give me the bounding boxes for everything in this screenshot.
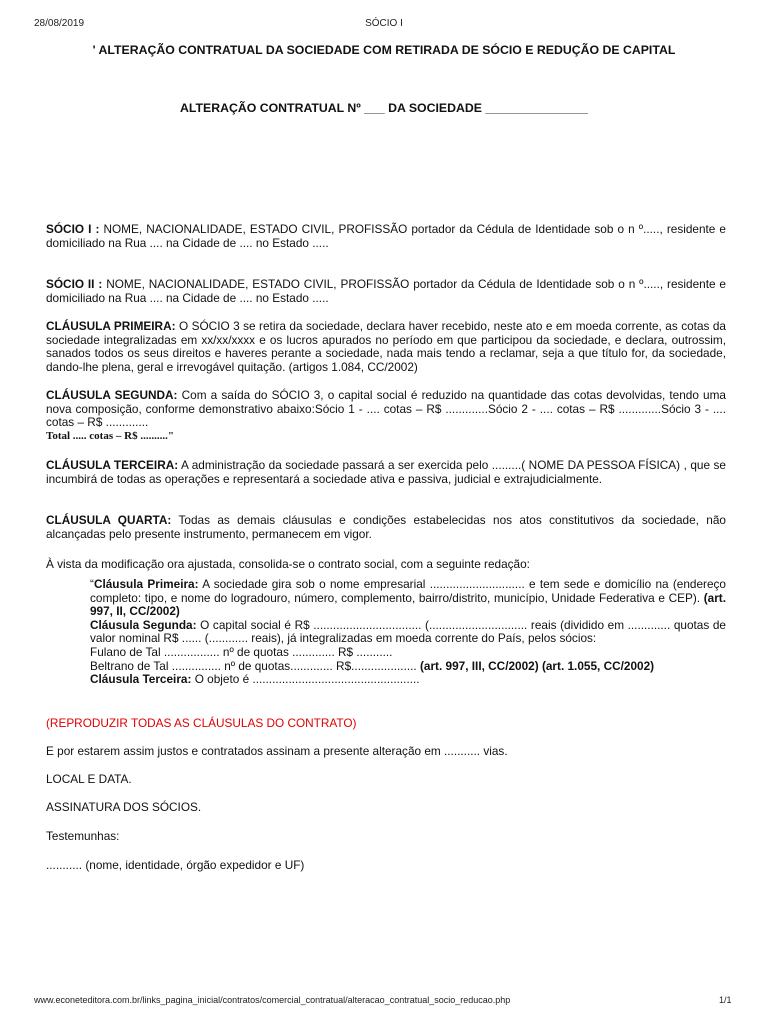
clausula-quarta-label: CLÁUSULA QUARTA: xyxy=(46,513,172,527)
clausula-terceira-label: CLÁUSULA TERCEIRA: xyxy=(46,458,179,472)
beltrano-ref-2: (art. 1.055, CC/2002) xyxy=(541,658,655,673)
consolidated-clausula-terceira-label: Cláusula Terceira: xyxy=(90,672,192,687)
consolidated-clauses xyxy=(90,578,726,687)
clausula-primeira xyxy=(46,320,726,374)
clausula-quarta-text: Todas as demais cláusulas e condições estabelecidas nos atos constitutivos da sociedade, não alcançadas pelo presente instrumento, permanecem em vigor. xyxy=(46,513,726,541)
clausula-segunda xyxy=(46,389,726,443)
consolidated-clausula-terceira xyxy=(90,673,726,687)
partner-line-fulano: Fulano de Tal ................. nº de quotas ............. R$ ........... xyxy=(90,644,393,659)
consolidated-clausula-primeira-ref: (art. 997, II, CC/2002) xyxy=(90,590,726,619)
page-number: 1/1 xyxy=(719,995,732,1005)
clausula-primeira-text: O SÓCIO 3 se retira da sociedade, declara haver recebido, neste ato e em moeda corrente, as cotas da sociedade integralizadas em xx/xx/xxxx e os lucros apurados no período em que participou da sociedade, e declara, outrossim, sanados todos os seus direitos e haveres perante a sociedade, nada mais tendo a reclamar, seja a que título for, da sociedade, dando-lhe plena, geral e irrevogável quitação. (artigos 1.084, CC/2002) xyxy=(46,319,726,374)
source-url: www.econeteditora.com.br/links_pagina_inicial/contratos/comercial_contratual/alteracao_contratual_socio_reducao.php xyxy=(34,995,511,1005)
print-date: 28/08/2019 xyxy=(34,18,85,29)
closing-statement: E por estarem assim justos e contratados assinam a presente alteração em ........... vias. xyxy=(46,744,508,758)
socio-1-label: SÓCIO I : xyxy=(46,222,100,236)
socio-2-label: SÓCIO II : xyxy=(46,277,103,291)
consolidation-intro: À vista da modificação ora ajustada, consolida-se o contrato social, com a seguinte redação: xyxy=(46,557,530,571)
clausula-segunda-text: Com a saída do SÓCIO 3, o capital social é reduzido na quantidade das cotas devolvidas, tendo uma nova composição, conforme demonstrativo abaixo:Sócio 1 - .... cotas – R$ .............Sócio 2 - .... cotas – R$ .............Sócio 3 - .... cotas – R$ ............. xyxy=(46,388,726,430)
clausula-segunda-total: Total ..... cotas – R$ .........." xyxy=(46,429,174,442)
clausula-primeira-label: CLÁUSULA PRIMEIRA: xyxy=(46,319,176,333)
consolidated-clausula-segunda-text: O capital social é R$ ................................. (.............................. reais (dividido em ............. quotas de valor nominal R$ ...... (............ reais), já integralizadas em moeda corrente do País, pelos sócios: xyxy=(90,617,726,646)
socio-2-paragraph xyxy=(46,278,726,305)
testemunhas-label: Testemunhas: xyxy=(46,829,120,843)
consolidated-clausula-primeira: “Cláusula Primeira: A sociedade gira sob o nome empresarial ............................. e tem sede e domicílio na (endereço completo: tipo, e nome do logradouro, número, complemento, bairro/distrito, município, Unidade Federativa e CEP). (art. 997, II, CC/2002) xyxy=(90,577,726,619)
clausula-segunda-label: CLÁUSULA SEGUNDA: xyxy=(46,388,178,402)
testemunha-line: ........... (nome, identidade, órgão expedidor e UF) xyxy=(46,858,305,872)
consolidated-clausula-segunda xyxy=(90,619,726,646)
document-title: ' ALTERAÇÃO CONTRATUAL DA SOCIEDADE COM RETIRADA DE SÓCIO E REDUÇÃO DE CAPITAL xyxy=(92,43,676,57)
clausula-quarta xyxy=(46,514,726,541)
clausula-terceira-text: A administração da sociedade passará a ser exercida pelo .........( NOME DA PESSOA FÍSICA) , que se incumbirá de todas as operações e representará a sociedade ativa e passiva, judicial e extrajudicialmente. xyxy=(46,458,726,486)
document-subtitle: ALTERAÇÃO CONTRATUAL Nº ___ DA SOCIEDADE _______________ xyxy=(180,101,588,115)
consolidated-clausula-terceira-text: O objeto é ................................................... xyxy=(191,672,420,687)
consolidated-clausula-segunda-label: Cláusula Segunda: xyxy=(90,617,197,632)
socio-1-text: NOME, NACIONALIDADE, ESTADO CIVIL, PROFISSÃO portador da Cédula de Identidade sob o n º....., residente e domiciliado na Rua .... na Cidade de .... no Estado ..... xyxy=(46,222,726,250)
print-page-title: SÓCIO I xyxy=(365,18,403,29)
beltrano-ref-1: (art. 997, III, CC/2002) xyxy=(419,658,539,673)
local-e-data: LOCAL E DATA. xyxy=(46,772,132,786)
clausula-terceira xyxy=(46,459,726,486)
socio-2-text: NOME, NACIONALIDADE, ESTADO CIVIL, PROFISSÃO portador da Cédula de Identidade sob o n º....., residente e domiciliado na Rua .... na Cidade de .... no Estado ..... xyxy=(46,277,726,305)
socio-1-paragraph xyxy=(46,223,726,250)
assinatura-socios: ASSINATURA DOS SÓCIOS. xyxy=(46,800,202,814)
consolidated-clausula-primeira-text: A sociedade gira sob o nome empresarial ............................. e tem sede e domicílio na (endereço completo: tipo, e nome do logradouro, número, complemento, bairro/distrito, município, Unidade Federativa e CEP). xyxy=(90,577,726,605)
partner-line-beltrano: Beltrano de Tal ............... nº de quotas............. R$.................... (art. 997, III, CC/2002) (art. 1.055, CC/2002) xyxy=(90,658,655,673)
reproduce-clauses-note: (REPRODUZIR TODAS AS CLÁUSULAS DO CONTRATO) xyxy=(46,716,357,730)
consolidated-clausula-primeira-label: Cláusula Primeira: xyxy=(93,577,199,591)
